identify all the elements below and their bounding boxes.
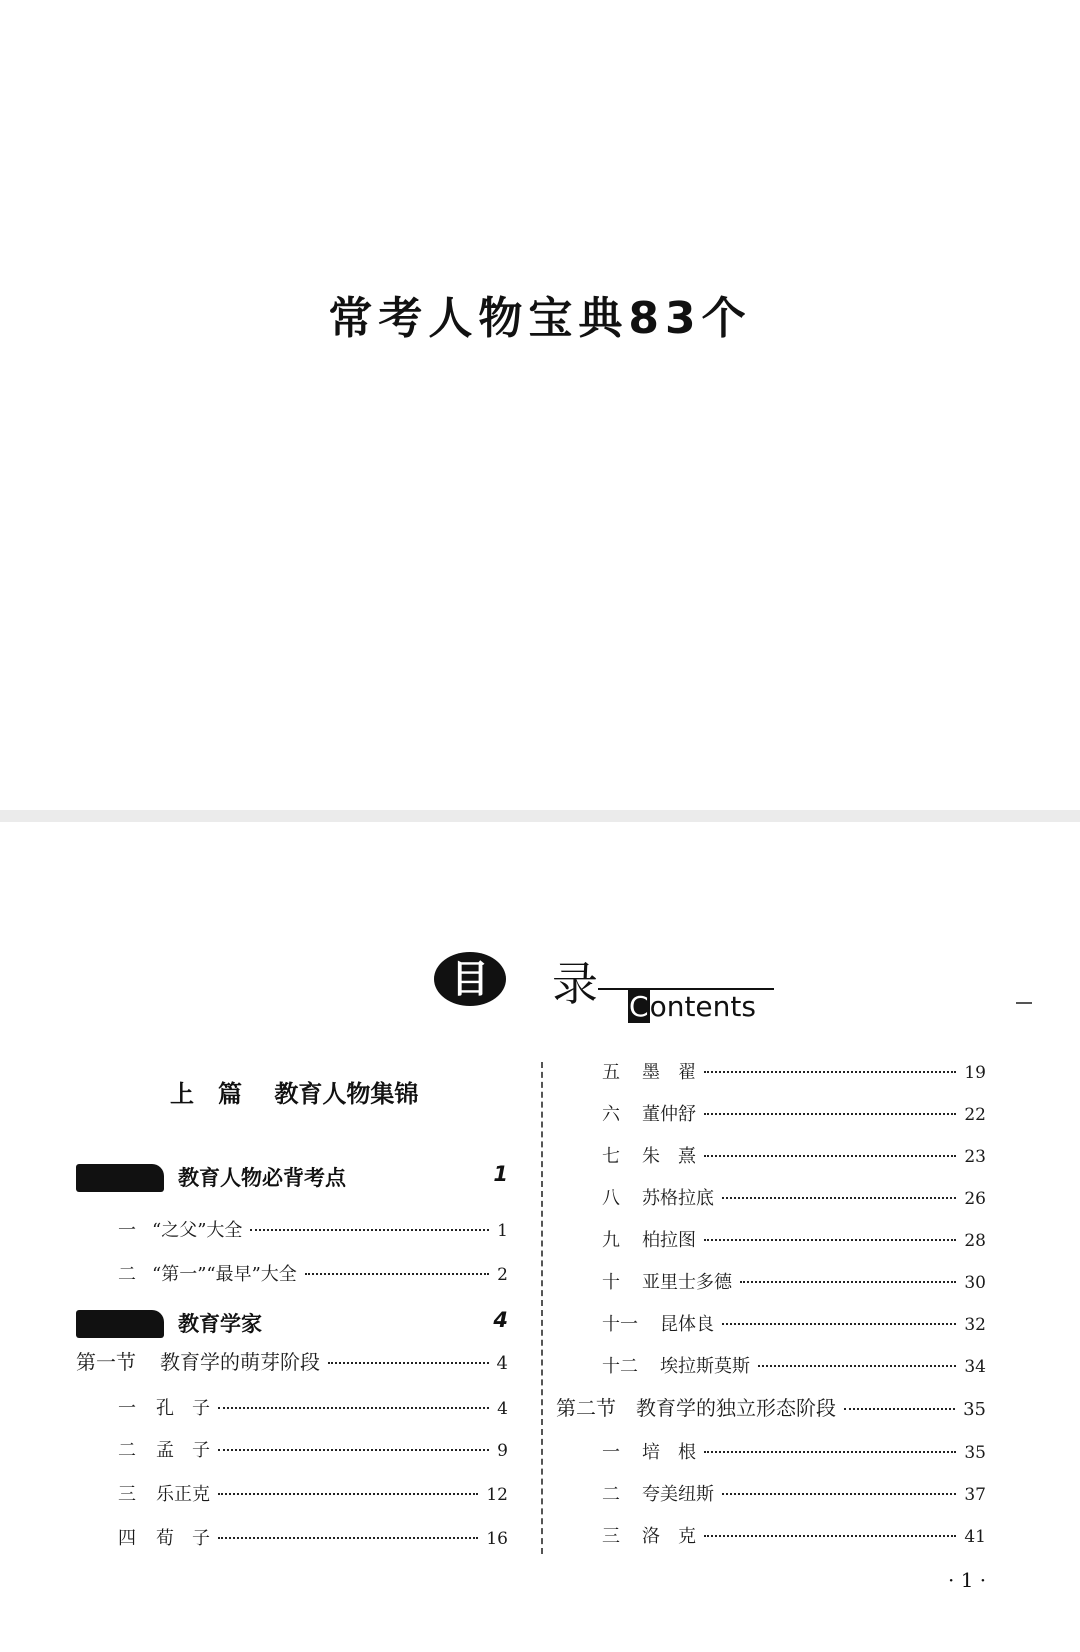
entry-page: 1 bbox=[497, 1221, 508, 1241]
entry-number: 二 bbox=[118, 1264, 136, 1285]
section-page: 35 bbox=[963, 1399, 986, 1420]
toc-entry[interactable] bbox=[602, 1268, 986, 1294]
entry-label: 孔 子 bbox=[156, 1398, 210, 1419]
cover-page bbox=[0, 0, 1080, 810]
entry-page: 2 bbox=[497, 1265, 508, 1285]
entry-page: 12 bbox=[486, 1485, 508, 1505]
leader-dots bbox=[722, 1493, 956, 1495]
leader-dots bbox=[218, 1493, 478, 1495]
toc-entry[interactable] bbox=[118, 1216, 508, 1242]
entry-label: 朱 熹 bbox=[642, 1146, 696, 1167]
entry-label: 乐正克 bbox=[156, 1484, 210, 1505]
chapter-marker bbox=[76, 1310, 164, 1338]
entry-page: 4 bbox=[497, 1399, 508, 1419]
toc-lu-char: 录 bbox=[552, 957, 598, 1011]
toc-page bbox=[0, 822, 1080, 1652]
section-label: 教育学的萌芽阶段 bbox=[160, 1350, 320, 1374]
toc-entry[interactable] bbox=[602, 1438, 986, 1464]
entry-label: 培 根 bbox=[642, 1442, 696, 1463]
toc-entry[interactable] bbox=[602, 1226, 986, 1252]
chapter-page: 4 bbox=[493, 1308, 508, 1332]
entry-label: 孟 子 bbox=[156, 1440, 210, 1461]
leader-dots bbox=[704, 1239, 956, 1241]
entry-label: 苏格拉底 bbox=[642, 1188, 714, 1209]
entry-page: 28 bbox=[964, 1231, 986, 1251]
leader-dots bbox=[328, 1362, 489, 1364]
entry-label: 亚里士多德 bbox=[642, 1272, 732, 1293]
entry-number: 五 bbox=[602, 1062, 620, 1083]
entry-number: 十 bbox=[602, 1272, 620, 1293]
leader-dots bbox=[704, 1113, 956, 1115]
entry-page: 26 bbox=[964, 1189, 986, 1209]
toc-entry[interactable] bbox=[118, 1436, 508, 1462]
entry-label: 董仲舒 bbox=[642, 1104, 696, 1125]
chapter-marker bbox=[76, 1164, 164, 1192]
part-title: 上 篇 教育人物集锦 bbox=[170, 1080, 419, 1108]
toc-header bbox=[0, 822, 1080, 1022]
toc-entry[interactable] bbox=[118, 1394, 508, 1420]
toc-section-2[interactable] bbox=[556, 1392, 986, 1421]
leader-dots bbox=[704, 1071, 956, 1073]
contents-word bbox=[628, 990, 756, 1023]
toc-entry[interactable] bbox=[118, 1260, 508, 1286]
entry-page: 37 bbox=[964, 1485, 986, 1505]
chapter-title: 教育学家 bbox=[178, 1312, 262, 1336]
leader-dots bbox=[218, 1449, 489, 1451]
page-number: · 1 · bbox=[948, 1568, 987, 1592]
leader-dots bbox=[740, 1281, 956, 1283]
toc-entry[interactable] bbox=[602, 1100, 986, 1126]
entry-label: 荀 子 bbox=[156, 1528, 210, 1549]
chapter-heading-2[interactable] bbox=[76, 1308, 516, 1340]
entry-number: 二 bbox=[118, 1440, 136, 1461]
entry-label: “第一”“最早”大全 bbox=[152, 1264, 297, 1285]
entry-number: 九 bbox=[602, 1230, 620, 1251]
entry-label: 夸美纽斯 bbox=[642, 1484, 714, 1505]
toc-mu-badge: 目 bbox=[434, 952, 506, 1006]
leader-dots bbox=[722, 1197, 956, 1199]
entry-page: 34 bbox=[964, 1357, 986, 1377]
page-separator bbox=[0, 810, 1080, 822]
toc-entry[interactable] bbox=[602, 1310, 986, 1336]
entry-number: 八 bbox=[602, 1188, 620, 1209]
entry-page: 19 bbox=[964, 1063, 986, 1083]
entry-label: 柏拉图 bbox=[642, 1230, 696, 1251]
toc-entry[interactable] bbox=[602, 1480, 986, 1506]
entry-page: 16 bbox=[486, 1529, 508, 1549]
section-label: 教育学的独立形态阶段 bbox=[636, 1396, 836, 1420]
toc-section-1[interactable] bbox=[76, 1346, 508, 1375]
toc-entry[interactable] bbox=[602, 1522, 986, 1548]
entry-number: 十一 bbox=[602, 1314, 638, 1335]
contents-rest: ontents bbox=[649, 990, 756, 1023]
contents-initial: C bbox=[629, 990, 649, 1023]
entry-page: 35 bbox=[964, 1443, 986, 1463]
leader-dots bbox=[704, 1451, 956, 1453]
leader-dots bbox=[704, 1155, 956, 1157]
leader-dots bbox=[758, 1365, 956, 1367]
toc-entry[interactable] bbox=[602, 1352, 986, 1378]
book-title: 常考人物宝典83个 bbox=[328, 293, 752, 344]
toc-entry[interactable] bbox=[602, 1184, 986, 1210]
entry-label: 埃拉斯莫斯 bbox=[660, 1356, 750, 1377]
stray-mark bbox=[1016, 1002, 1032, 1004]
leader-dots bbox=[704, 1535, 956, 1537]
entry-number: 三 bbox=[118, 1484, 136, 1505]
entry-page: 22 bbox=[964, 1105, 986, 1125]
entry-number: 二 bbox=[602, 1484, 620, 1505]
entry-page: 9 bbox=[497, 1441, 508, 1461]
section-number: 第二节 bbox=[556, 1396, 616, 1420]
entry-number: 一 bbox=[602, 1442, 620, 1463]
entry-page: 23 bbox=[964, 1147, 986, 1167]
entry-number: 四 bbox=[118, 1528, 136, 1549]
leader-dots bbox=[722, 1323, 956, 1325]
toc-entry[interactable] bbox=[118, 1524, 508, 1550]
chapter-title: 教育人物必背考点 bbox=[178, 1166, 346, 1190]
column-divider bbox=[541, 1062, 543, 1554]
leader-dots bbox=[218, 1407, 489, 1409]
entry-page: 32 bbox=[964, 1315, 986, 1335]
entry-number: 十二 bbox=[602, 1356, 638, 1377]
entry-number: 一 bbox=[118, 1220, 136, 1241]
entry-number: 七 bbox=[602, 1146, 620, 1167]
chapter-heading-1[interactable] bbox=[76, 1162, 516, 1194]
toc-entry[interactable] bbox=[602, 1058, 986, 1084]
entry-label: “之父”大全 bbox=[152, 1220, 243, 1241]
toc-entry[interactable] bbox=[118, 1480, 508, 1506]
entry-page: 41 bbox=[964, 1527, 986, 1547]
leader-dots bbox=[218, 1537, 478, 1539]
leader-dots bbox=[250, 1229, 489, 1231]
entry-label: 洛 克 bbox=[642, 1526, 696, 1547]
entry-number: 一 bbox=[118, 1398, 136, 1419]
entry-label: 昆体良 bbox=[660, 1314, 714, 1335]
leader-dots bbox=[305, 1273, 489, 1275]
leader-dots bbox=[844, 1408, 955, 1410]
entry-number: 六 bbox=[602, 1104, 620, 1125]
entry-number: 三 bbox=[602, 1526, 620, 1547]
section-number: 第一节 bbox=[76, 1350, 136, 1374]
entry-label: 墨 翟 bbox=[642, 1062, 696, 1083]
entry-page: 30 bbox=[964, 1273, 986, 1293]
section-page: 4 bbox=[496, 1353, 508, 1374]
chapter-page: 1 bbox=[493, 1162, 508, 1186]
toc-entry[interactable] bbox=[602, 1142, 986, 1168]
